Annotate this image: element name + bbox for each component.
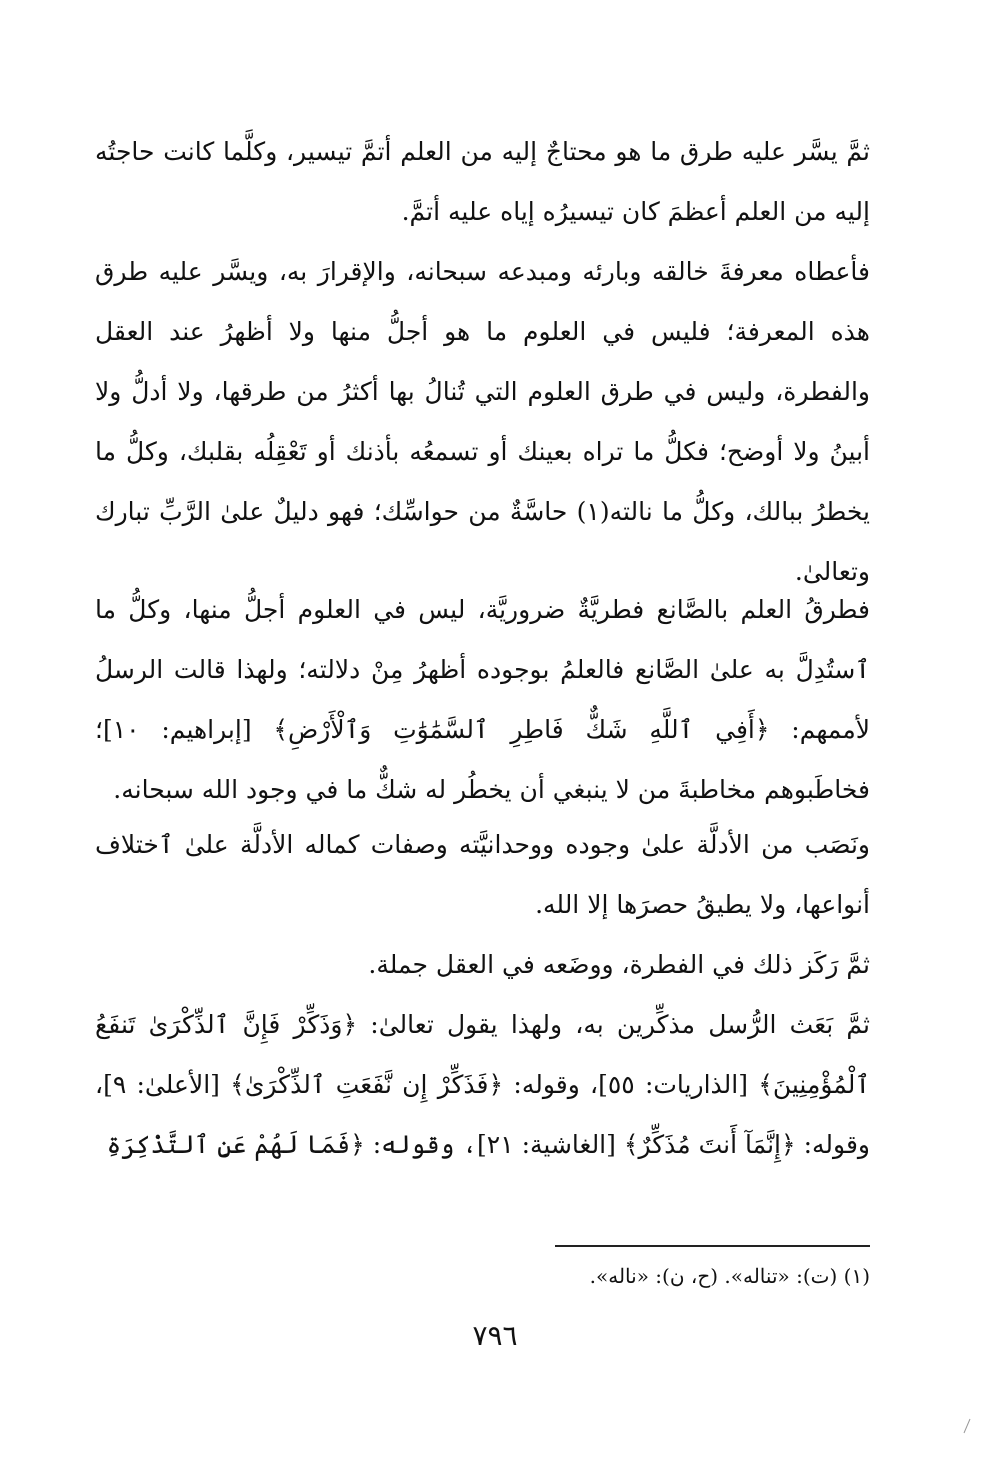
paragraph-2: فأعطاه معرفةَ خالقه وبارئه ومبدعه سبحانه، والإقرارَ به، ويسَّر عليه طرق هذه المعرفة؛ فليس في العلوم ما هو أجلُّ منها ولا أظهرُ عند العقل والفطرة، وليس في طرق العلوم التي تُنالُ بها أكثرُ من طرقها، ولا أدلُّ ولا أبينُ ولا أوضح؛ فكلُّ ما تراه بعينك أو تسمعُه بأذنك أو تَعْقِلُه بقلبك، وكلُّ ما يخطرُ ببالك، وكلُّ ما نالته(١) حاسَّةٌ من حواسِّك؛ فهو دليلٌ علىٰ الرَّبِّ تبارك وتعالىٰ. xyxy=(95,257,870,586)
paragraph-1: ثمَّ يسَّر عليه طرق ما هو محتاجٌ إليه من العلم أتمَّ تيسير، وكلَّما كانت حاجتُه إليه من العلم أعظمَ كان تيسيرُه إياه عليه أتمَّ. xyxy=(95,137,870,226)
paragraph-5: ثمَّ رَكَز ذلك في الفطرة، ووضَعه في العقل جملة. xyxy=(368,950,870,979)
paragraph-4: ونَصَب من الأدلَّة علىٰ وجوده ووحدانيَّته وصفات كماله الأدلَّة علىٰ ٱختلاف أنواعها، ولا يطيقُ حصرَها إلا الله. xyxy=(95,830,870,919)
scan-mark-icon xyxy=(962,1418,972,1434)
paragraph-3: فطرقُ العلم بالصَّانع فطريَّةٌ ضروريَّة، ليس في العلوم أجلُّ منها، وكلُّ ما ٱستُدِلَّ به علىٰ الصَّانع فالعلمُ بوجوده أظهرُ مِنْ دلالته؛ ولهذا قالت الرسلُ لأممهم: ﴿أَفِي ٱللَّهِ شَكٌّ فَاطِرِ ٱلسَّمَٰوَٰتِ وَٱلْأَرْضِ﴾ [إبراهيم: ١٠]؛ فخاطَبوهم مخاطبةَ من لا ينبغي أن يخطُر له شكٌّ ما في وجود الله سبحانه. xyxy=(95,595,870,804)
paragraph-6: ثمَّ بَعَث الرُّسل مذكِّرين به، ولهذا يقول تعالىٰ: ﴿وَذَكِّرْ فَإِنَّ ٱلذِّكْرَىٰ تَنفَعُ ٱلْمُؤْمِنِينَ﴾ [الذاريات: ٥٥]، وقوله: ﴿فَذَكِّرْ إِن نَّفَعَتِ ٱلذِّكْرَىٰ﴾ [الأعلىٰ: ٩]، وقوله: ﴿إِنَّمَآ أَنتَ مُذَكِّرٌ﴾ [الغاشية: ٢١]، وقوله: ﴿فَمَا لَهُمْ عَنِ ٱلتَّذْكِرَةِ xyxy=(95,1010,870,1159)
footnote: (١) (ت): «تناله». (ح، ن): «ناله». xyxy=(589,1264,870,1288)
footnote-divider xyxy=(555,1245,870,1247)
page-number: ٧٩٦ xyxy=(472,1319,518,1352)
